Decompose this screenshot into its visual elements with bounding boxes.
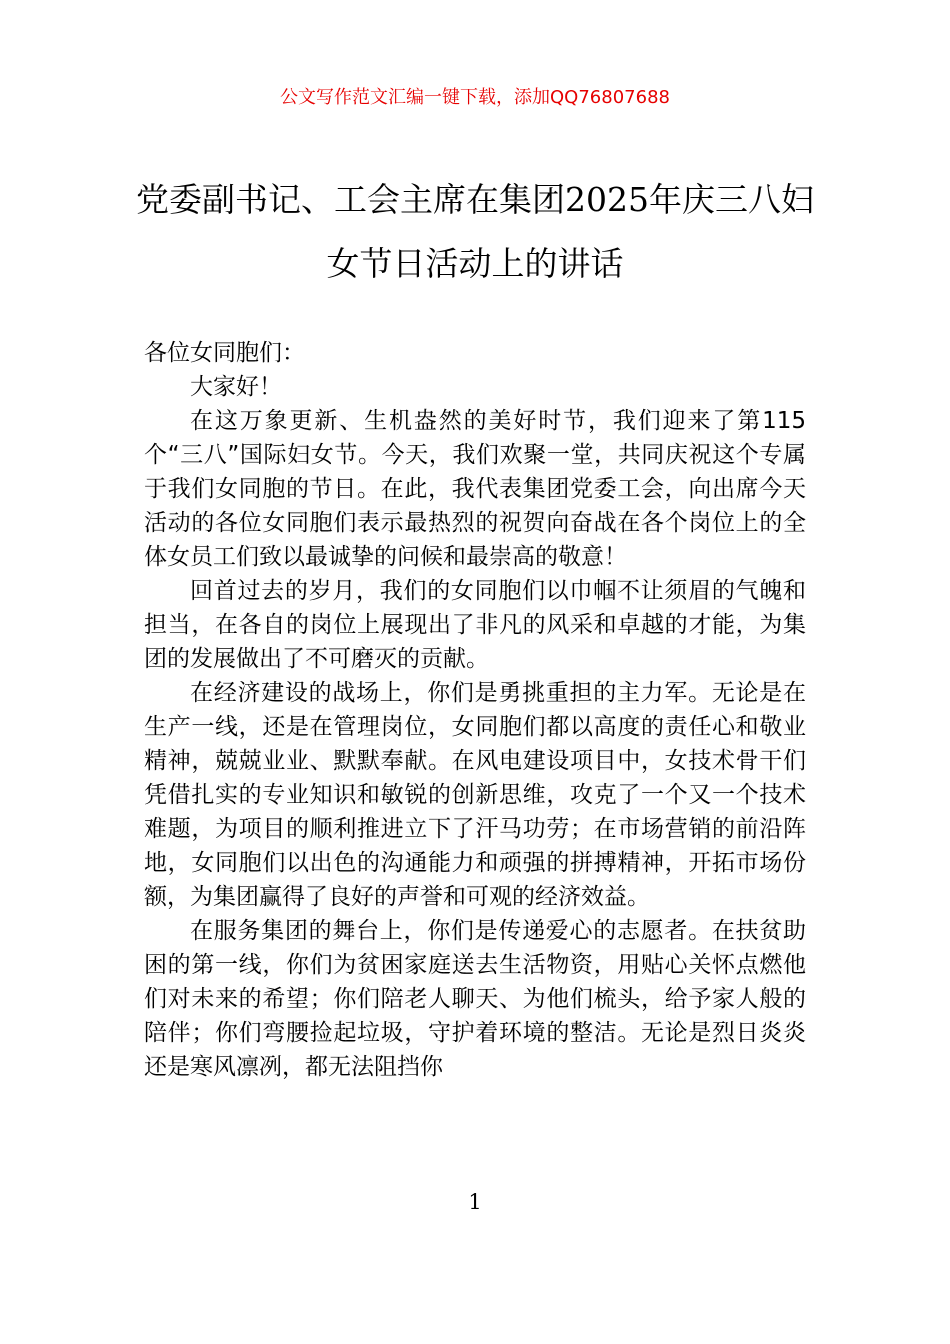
- paragraph: 大家好！: [190, 374, 282, 400]
- header-note: 公文写作范文汇编一键下载，添加QQ76807688: [280, 87, 670, 108]
- document-body: [144, 336, 806, 1084]
- paragraph: 在经济建设的战场上，你们是勇挑重担的主力军。无论是在生产一线，还是在管理岗位，女同胞们都以高度的责任心和敬业精神，兢兢业业、默默奉献。在风电建设项目中，女技术骨干们凭借扎实的专业知识和敏锐的创新思维，攻克了一个又一个技术难题，为项目的顺利推进立下了汗马功劳；在市场营销的前沿阵地，女同胞们以出色的沟通能力和顽强的拼搏精神，开拓市场份额，为集团赢得了良好的声誉和可观的经济效益。: [144, 680, 806, 910]
- page-number: 1: [468, 1190, 482, 1214]
- paragraph: 回首过去的岁月，我们的女同胞们以巾帼不让须眉的气魄和担当，在各自的岗位上展现出了非凡的风采和卓越的才能，为集团的发展做出了不可磨灭的贡献。: [144, 578, 806, 672]
- page-title: 党委副书记、工会主席在集团2025年庆三八妇女节日活动上的讲话: [136, 180, 814, 283]
- paragraph: 在这万象更新、生机盎然的美好时节，我们迎来了第115个“三八”国际妇女节。今天，我们欢聚一堂，共同庆祝这个专属于我们女同胞的节日。在此，我代表集团党委工会，向出席今天活动的各位女同胞们表示最热烈的祝贺向奋战在各个岗位上的全体女员工们致以最诚挚的问候和最崇高的敬意！: [144, 408, 806, 570]
- salutation: 各位女同胞们：: [144, 340, 305, 366]
- paragraph: 在服务集团的舞台上，你们是传递爱心的志愿者。在扶贫助困的第一线，你们为贫困家庭送去生活物资，用贴心关怀点燃他们对未来的希望；你们陪老人聊天、为他们梳头，给予家人般的陪伴；你们弯腰捡起垃圾，守护着环境的整洁。无论是烈日炎炎还是寒风凛冽，都无法阻挡你: [144, 918, 806, 1080]
